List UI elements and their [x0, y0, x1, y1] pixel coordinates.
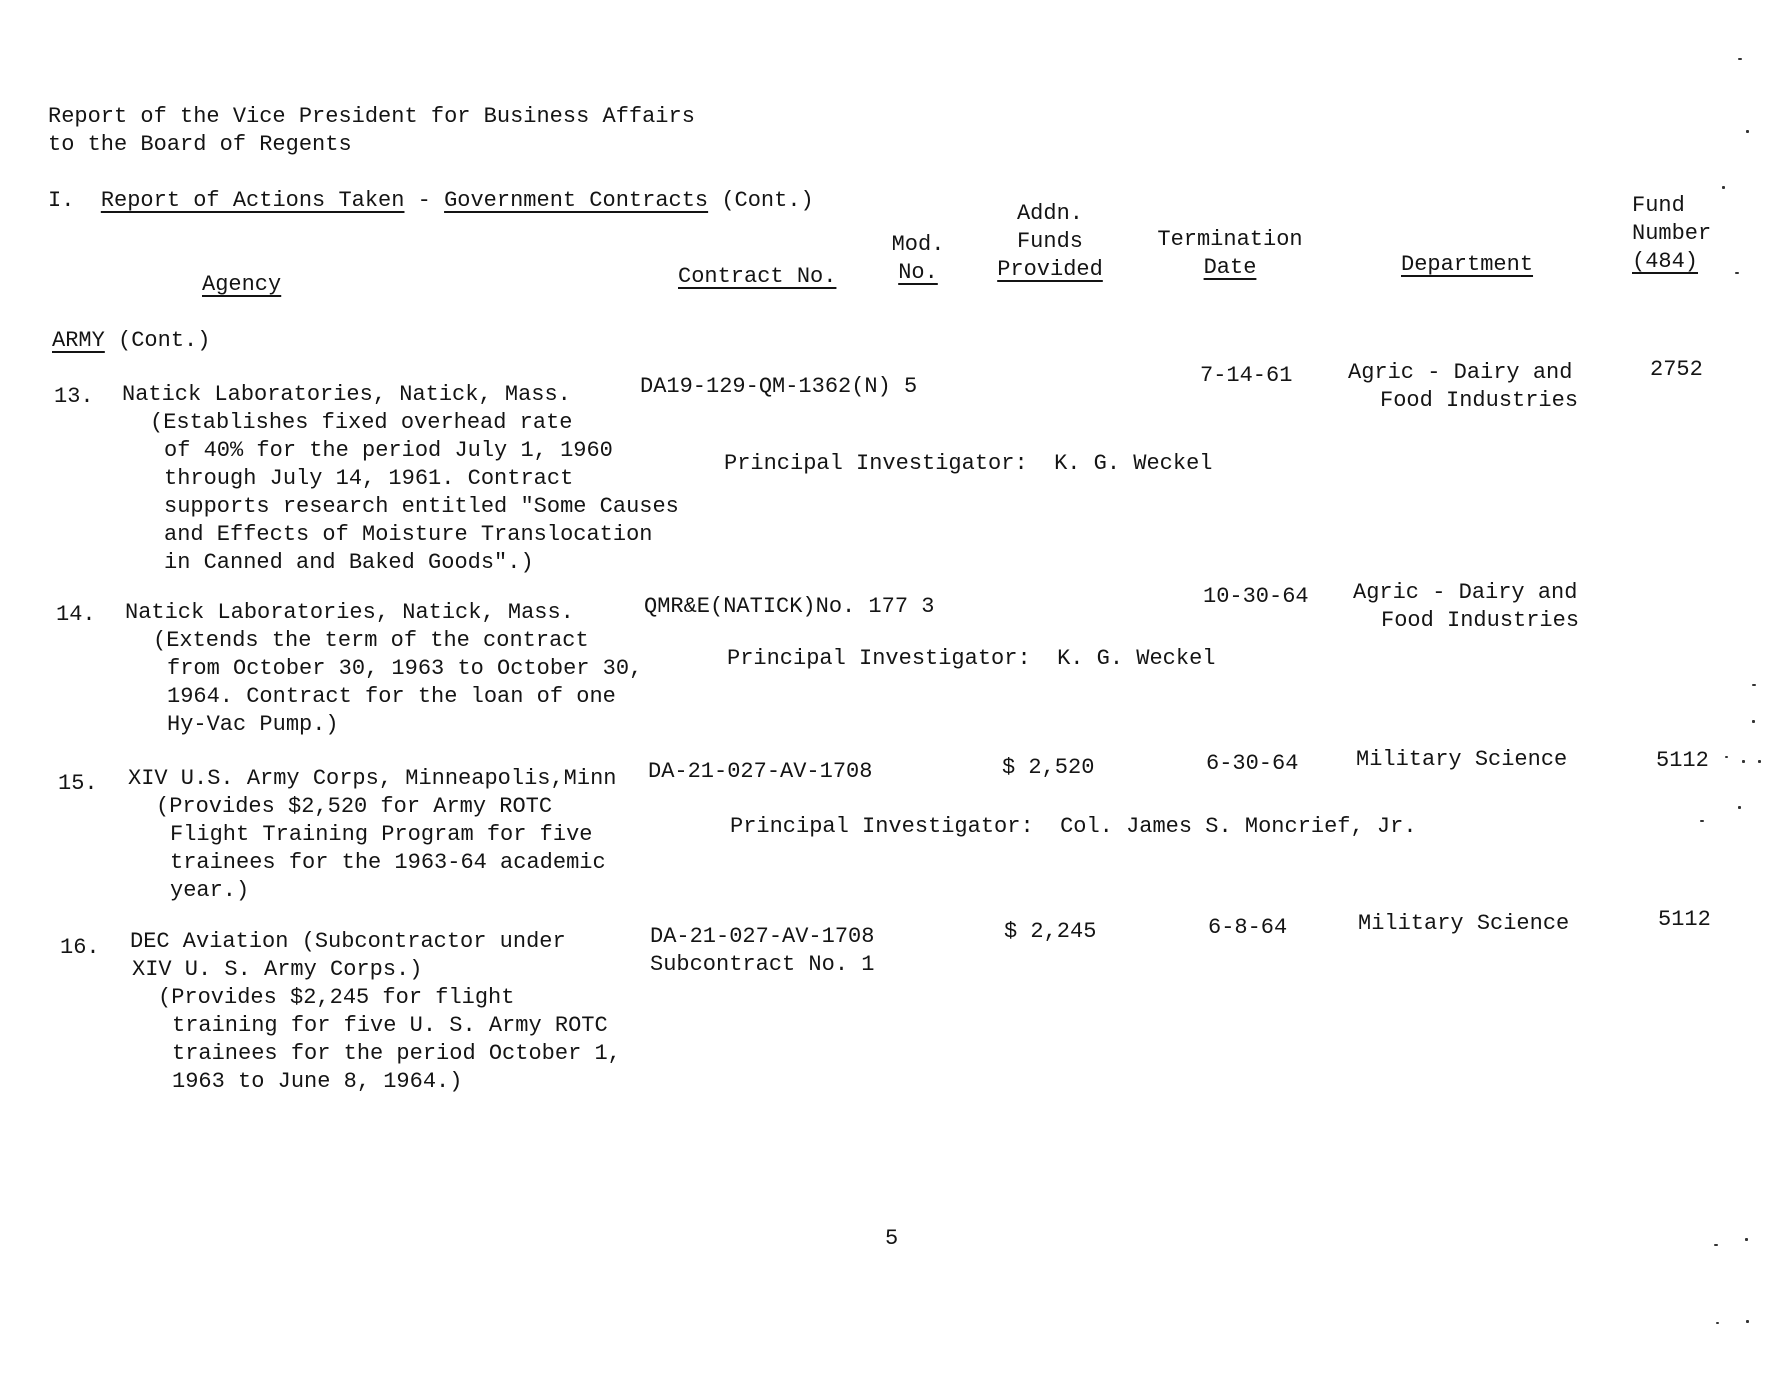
agency-line: Natick Laboratories, Natick, Mass. [125, 600, 574, 625]
section-title-part-1: Report of Actions Taken [100, 188, 405, 213]
pi-name: K. G. Weckel [1054, 451, 1213, 476]
entry-15-agency [128, 765, 616, 905]
scan-speck [1742, 760, 1745, 763]
agency-line: 1963 to June 8, 1964.) [172, 1069, 463, 1094]
funds-line-2: Funds [1016, 229, 1083, 254]
entry-14-department [1353, 579, 1579, 635]
agency-line: year.) [170, 878, 250, 903]
group-heading [52, 327, 210, 355]
agency-line: Flight Training Program for five [170, 822, 593, 847]
scan-speck [1738, 58, 1742, 60]
agency-line: DEC Aviation (Subcontractor under [130, 929, 566, 954]
report-title-line-2: to the Board of Regents [48, 132, 352, 157]
contract-line: DA-21-027-AV-1708 [650, 924, 875, 949]
section-heading [48, 187, 814, 215]
entry-16-number: 16. [60, 935, 100, 960]
scan-speck [1746, 1320, 1749, 1323]
scan-speck [1714, 1244, 1718, 1246]
scan-speck [1722, 186, 1725, 189]
entry-15-department [1356, 746, 1567, 774]
entry-13-agency [122, 381, 679, 577]
agency-line: of 40% for the period July 1, 1960 [164, 438, 613, 463]
contract-line: Subcontract No. 1 [650, 952, 875, 977]
department-line: Agric - Dairy and [1353, 580, 1578, 605]
entry-14-number: 14. [56, 602, 96, 627]
pi-name: K. G. Weckel [1057, 646, 1216, 671]
scan-speck [1725, 756, 1728, 758]
column-header-department: Department [1401, 252, 1534, 277]
agency-line: through July 14, 1961. Contract [164, 466, 574, 491]
fund-number-line-3: (484) [1632, 249, 1699, 274]
mod-no-line-1: Mod. [891, 232, 945, 257]
pi-label: Principal Investigator: [727, 646, 1031, 671]
mod-no-line-2: No. [898, 260, 938, 285]
column-header-fund-number [1632, 192, 1711, 276]
agency-line: XIV U. S. Army Corps.) [132, 957, 423, 982]
department-line: Military Science [1356, 747, 1568, 772]
pi-label: Principal Investigator: [724, 451, 1028, 476]
section-title-part-2: Government Contracts [444, 188, 709, 213]
entry-13-principal-investigator [724, 450, 1213, 478]
section-title-separator: - [417, 188, 431, 213]
column-header-funds [985, 200, 1115, 284]
agency-line: Natick Laboratories, Natick, Mass. [122, 382, 571, 407]
scan-speck [1738, 806, 1741, 809]
agency-line: and Effects of Moisture Translocation [164, 522, 653, 547]
entry-15-funds: $ 2,520 [1002, 755, 1095, 780]
scan-speck [1752, 720, 1755, 723]
entry-15-fund-number: 5112 [1656, 748, 1709, 773]
agency-line: (Provides $2,245 for flight [158, 985, 515, 1010]
report-title-line-1: Report of the Vice President for Business Affairs [48, 104, 695, 129]
entry-15-principal-investigator [730, 813, 1417, 841]
entry-16-funds: $ 2,245 [1004, 919, 1097, 944]
pi-label: Principal Investigator: [730, 814, 1034, 839]
scan-speck [1758, 760, 1761, 763]
fund-number-line-1: Fund [1632, 193, 1685, 218]
department-line: Food Industries [1380, 388, 1579, 413]
group-suffix: (Cont.) [118, 328, 211, 353]
entry-14-contract: QMR&E(NATICK)No. 177 3 [644, 594, 935, 619]
termination-line-1: Termination [1157, 227, 1303, 252]
group-name: ARMY [52, 328, 105, 353]
agency-line: 1964. Contract for the loan of one [167, 684, 616, 709]
entry-15-contract: DA-21-027-AV-1708 [648, 759, 873, 784]
entry-13-department [1348, 359, 1578, 415]
agency-line: from October 30, 1963 to October 30, [167, 656, 643, 681]
column-header-termination [1150, 226, 1310, 282]
termination-line-2: Date [1203, 255, 1257, 280]
department-line: Military Science [1358, 911, 1570, 936]
column-header-contract-no: Contract No. [678, 264, 837, 289]
scan-speck [1746, 130, 1749, 133]
entry-15-termination: 6-30-64 [1206, 751, 1299, 776]
section-number: I. [48, 188, 75, 213]
entry-13-number: 13. [54, 384, 94, 409]
scan-speck [1745, 1238, 1748, 1241]
entry-16-department [1358, 910, 1569, 938]
section-title-suffix: (Cont.) [721, 188, 814, 213]
entry-13-fund-number: 2752 [1650, 357, 1703, 382]
pi-name: Col. James S. Moncrief, Jr. [1060, 814, 1417, 839]
entry-16-agency [130, 928, 621, 1096]
fund-number-line-2: Number [1632, 221, 1712, 246]
entry-13-contract: DA19-129-QM-1362(N) 5 [640, 374, 918, 399]
entry-15-number: 15. [58, 771, 98, 796]
entry-16-contract [650, 923, 874, 979]
scan-speck [1735, 272, 1739, 274]
agency-line: in Canned and Baked Goods".) [164, 550, 534, 575]
scan-speck [1700, 820, 1704, 822]
column-header-agency: Agency [202, 272, 282, 297]
scan-speck [1716, 1322, 1719, 1324]
agency-line: training for five U. S. Army ROTC [172, 1013, 608, 1038]
agency-line: trainees for the 1963-64 academic [170, 850, 606, 875]
entry-14-principal-investigator [727, 645, 1216, 673]
entry-16-fund-number: 5112 [1658, 907, 1711, 932]
agency-line: supports research entitled "Some Causes [164, 494, 679, 519]
scan-speck [1752, 684, 1756, 686]
department-line: Food Industries [1381, 608, 1580, 633]
agency-line: (Extends the term of the contract [153, 628, 589, 653]
entry-14-termination: 10-30-64 [1203, 584, 1309, 609]
entry-14-agency [125, 599, 642, 739]
agency-line: (Provides $2,520 for Army ROTC [156, 794, 553, 819]
agency-line: XIV U.S. Army Corps, Minneapolis,Minn [128, 766, 617, 791]
page-number: 5 [885, 1226, 899, 1251]
funds-line-1: Addn. [1016, 201, 1083, 226]
entry-13-termination: 7-14-61 [1200, 363, 1293, 388]
column-header-mod-no [888, 231, 948, 287]
department-line: Agric - Dairy and [1348, 360, 1573, 385]
entry-16-termination: 6-8-64 [1208, 915, 1288, 940]
agency-line: trainees for the period October 1, [172, 1041, 621, 1066]
agency-line: (Establishes fixed overhead rate [150, 410, 573, 435]
agency-line: Hy-Vac Pump.) [167, 712, 339, 737]
funds-line-3: Provided [997, 257, 1103, 282]
